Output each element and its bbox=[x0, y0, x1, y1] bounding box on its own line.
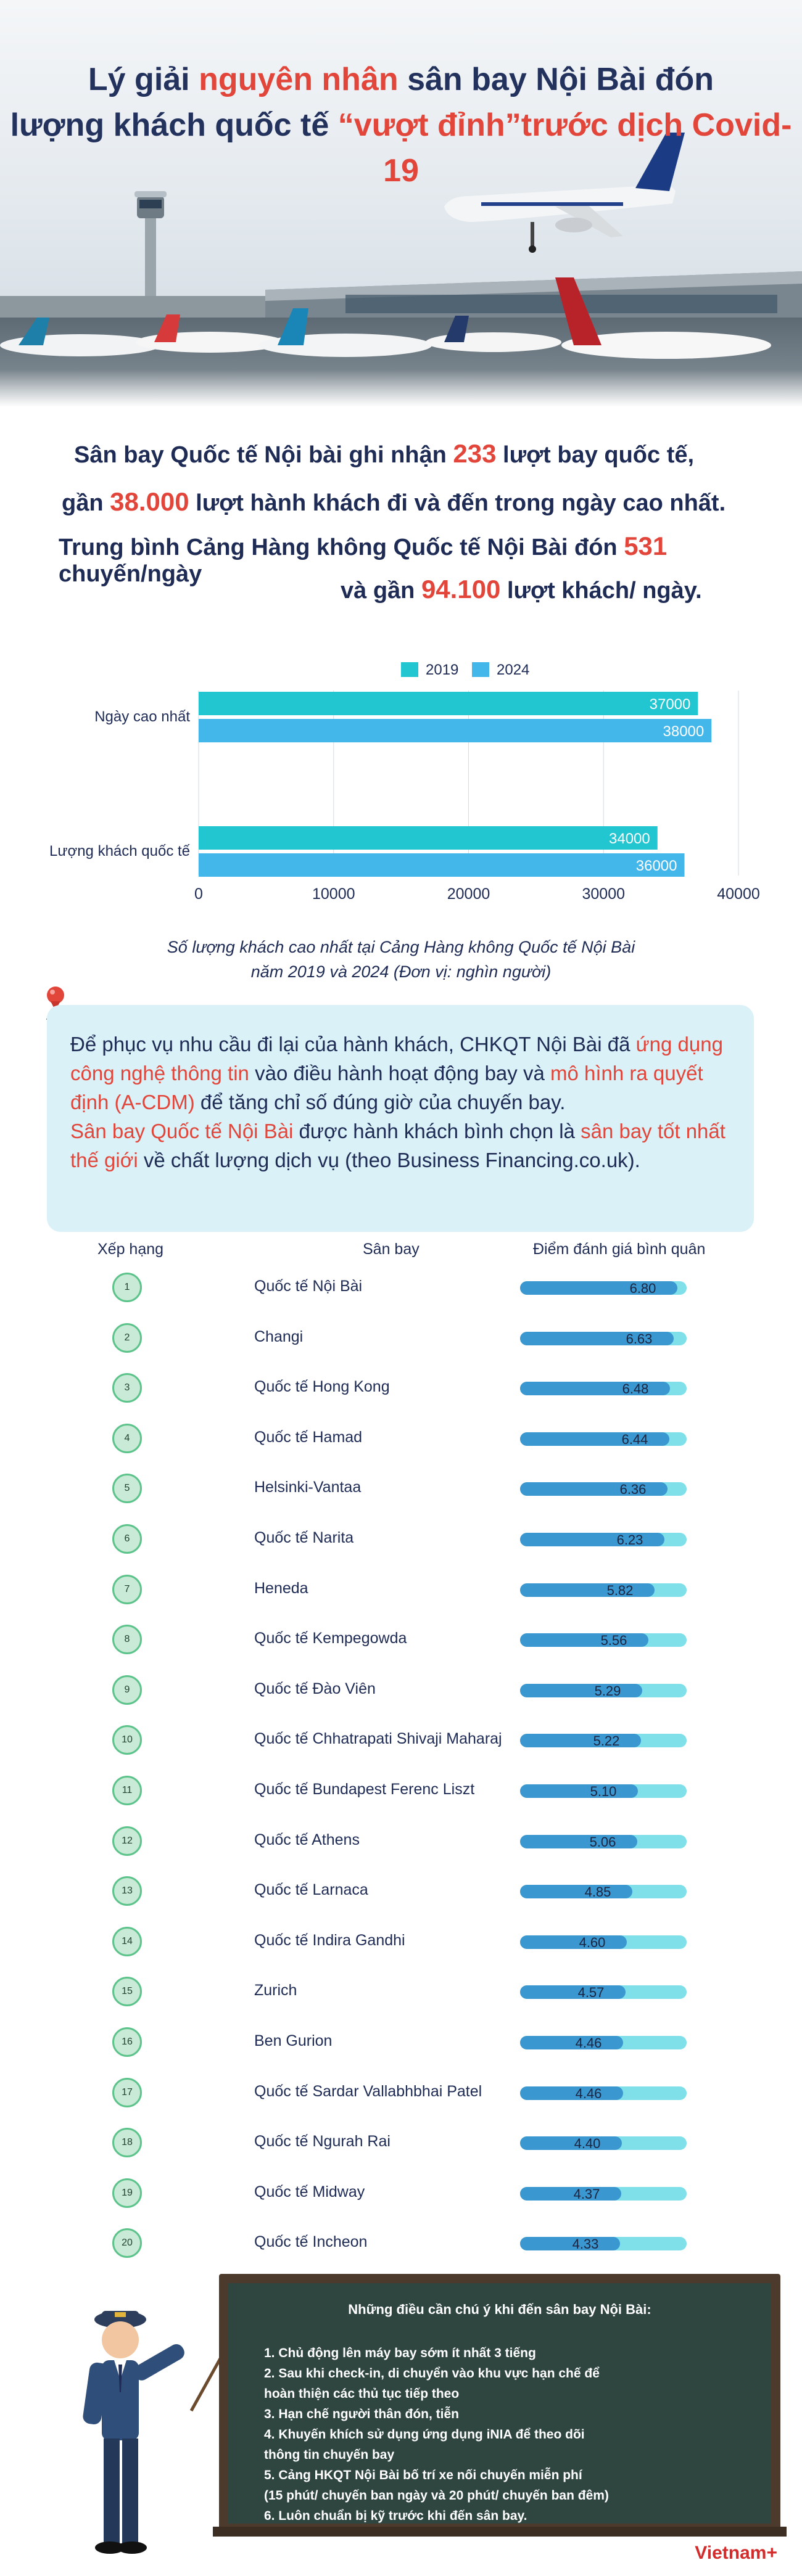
note-item: hoàn thiện các thủ tục tiếp theo bbox=[264, 2387, 460, 2401]
table-row bbox=[0, 1772, 802, 1809]
category-label: Ngày cao nhất bbox=[94, 708, 190, 725]
score-value: 6.48 bbox=[622, 1381, 649, 1397]
airport-name: Quốc tế Bundapest Ferenc Liszt bbox=[254, 1781, 475, 1798]
notes-title: Những điều cần chú ý khi đến sân bay Nội Bài: bbox=[348, 2302, 651, 2317]
rank-badge: 10 bbox=[112, 1725, 142, 1755]
col-header-rank: Xếp hạng bbox=[97, 1241, 164, 1258]
data-label: 36000 bbox=[635, 858, 677, 874]
score-value: 4.33 bbox=[572, 2236, 599, 2252]
airport-name: Quốc tế Incheon bbox=[254, 2233, 368, 2251]
rank-badge: 18 bbox=[112, 2128, 142, 2157]
airport-name: Quốc tế Larnaca bbox=[254, 1881, 368, 1899]
table-row bbox=[0, 1721, 802, 1758]
rank-badge: 8 bbox=[112, 1625, 142, 1654]
table-row bbox=[0, 1571, 802, 1608]
rank-badge: 17 bbox=[112, 2078, 142, 2107]
airport-name: Quốc tế Ngurah Rai bbox=[254, 2133, 391, 2151]
rank-badge: 2 bbox=[112, 1323, 142, 1353]
category-label: Lượng khách quốc tế bbox=[49, 843, 190, 859]
table-row bbox=[0, 1973, 802, 2010]
table-row bbox=[0, 1873, 802, 1909]
airport-name: Quốc tế Nội Bài bbox=[254, 1278, 363, 1295]
table-row bbox=[0, 1823, 802, 1860]
score-value: 5.22 bbox=[593, 1733, 620, 1749]
table-row bbox=[0, 2175, 802, 2212]
legend-swatch bbox=[401, 662, 418, 677]
data-label: 38000 bbox=[663, 723, 705, 740]
airport-name: Heneda bbox=[254, 1579, 308, 1597]
bar bbox=[199, 826, 658, 850]
table-row bbox=[0, 2225, 802, 2262]
x-tick-label: 40000 bbox=[717, 885, 760, 903]
score-value: 6.44 bbox=[621, 1431, 648, 1447]
score-value: 4.46 bbox=[575, 2085, 602, 2101]
score-track bbox=[520, 1482, 687, 1496]
note-item: 4. Khuyến khích sử dụng ứng dụng iNIA để theo dõi bbox=[264, 2427, 585, 2442]
legend-swatch bbox=[472, 662, 489, 677]
rank-badge: 1 bbox=[112, 1273, 142, 1302]
notes-board-ledge bbox=[213, 2527, 787, 2537]
score-value: 5.56 bbox=[600, 1633, 627, 1649]
legend-label: 2024 bbox=[497, 662, 530, 678]
bar-chart bbox=[0, 641, 802, 913]
score-value: 5.82 bbox=[606, 1582, 634, 1598]
airport-name: Quốc tế Hong Kong bbox=[254, 1378, 390, 1396]
airport-name: Changi bbox=[254, 1327, 304, 1345]
bar bbox=[199, 853, 685, 877]
control-tower bbox=[134, 191, 167, 308]
score-value: 6.23 bbox=[616, 1532, 643, 1548]
x-tick-label: 20000 bbox=[447, 885, 490, 903]
rank-badge: 5 bbox=[112, 1474, 142, 1503]
rank-badge: 16 bbox=[112, 2027, 142, 2057]
airport-name: Quốc tế Athens bbox=[254, 1831, 360, 1848]
col-header-airport: Sân bay bbox=[363, 1241, 420, 1258]
score-value: 6.80 bbox=[629, 1281, 656, 1296]
score-track bbox=[520, 1382, 687, 1395]
col-header-score: Điểm đánh giá bình quân bbox=[533, 1241, 706, 1258]
airport-name: Quốc tế Chhatrapati Shivaji Maharaj bbox=[254, 1730, 502, 1748]
note-item: 2. Sau khi check-in, di chuyển vào khu vực hạn chế để bbox=[264, 2366, 600, 2381]
score-value: 5.06 bbox=[589, 1834, 616, 1850]
x-tick-label: 0 bbox=[194, 885, 203, 903]
table-row bbox=[0, 1923, 802, 1960]
table-row bbox=[0, 1369, 802, 1406]
table-row bbox=[0, 1672, 802, 1708]
intro-line-1: Sân bay Quốc tế Nội bài ghi nhận 233 lượt bay quốc tế, bbox=[74, 439, 695, 468]
airport-name: Quốc tế Indira Gandhi bbox=[254, 1931, 405, 1949]
table-row bbox=[0, 1319, 802, 1356]
table-row bbox=[0, 2124, 802, 2161]
score-track bbox=[520, 1432, 687, 1446]
chart-caption: Số lượng khách cao nhất tại Cảng Hàng không Quốc tế Nội Bài năm 2019 và 2024 (Đơn vị: nghìn người) bbox=[167, 938, 635, 981]
airport-name: Zurich bbox=[254, 1982, 297, 2000]
rank-badge: 15 bbox=[112, 1977, 142, 2006]
score-value: 4.37 bbox=[573, 2186, 600, 2202]
rank-badge: 20 bbox=[112, 2228, 142, 2258]
airport-name: Quốc tế Narita bbox=[254, 1529, 354, 1546]
x-tick-label: 30000 bbox=[582, 885, 626, 903]
page-title: Lý giải nguyên nhân sân bay Nội Bài đón lượng khách quốc tế “vượt đỉnh”trước dịch Covid-19 bbox=[10, 62, 792, 189]
rank-badge: 4 bbox=[112, 1424, 142, 1453]
airport-name: Helsinki-Vantaa bbox=[254, 1479, 362, 1496]
score-track bbox=[520, 1533, 687, 1546]
table-row bbox=[0, 1420, 802, 1457]
score-value: 5.29 bbox=[594, 1683, 621, 1699]
airport-name: Ben Gurion bbox=[254, 2032, 333, 2049]
table-row bbox=[0, 2074, 802, 2111]
airport-name: Quốc tế Midway bbox=[254, 2183, 365, 2201]
note-item: thông tin chuyến bay bbox=[264, 2448, 395, 2462]
score-value: 4.57 bbox=[577, 1985, 605, 2001]
rank-badge: 9 bbox=[112, 1675, 142, 1705]
x-tick-label: 10000 bbox=[312, 885, 355, 903]
data-label: 37000 bbox=[649, 696, 691, 713]
note-item: 6. Luôn chuẩn bị kỹ trước khi đến sân bay. bbox=[264, 2509, 527, 2523]
rank-badge: 12 bbox=[112, 1826, 142, 1856]
rank-badge: 3 bbox=[112, 1373, 142, 1403]
legend-label: 2019 bbox=[426, 662, 459, 678]
table-row bbox=[0, 1621, 802, 1658]
score-value: 4.60 bbox=[579, 1934, 606, 1950]
score-value: 4.40 bbox=[574, 2136, 601, 2152]
table-row bbox=[0, 1520, 802, 1557]
table-row bbox=[0, 2024, 802, 2061]
note-item: 5. Cảng HKQT Nội Bài bố trí xe nối chuyến miễn phí bbox=[264, 2468, 582, 2482]
intro-line-2: gần 38.000 lượt hành khách đi và đến trong ngày cao nhất. bbox=[62, 487, 726, 516]
bar bbox=[199, 692, 698, 715]
rank-badge: 19 bbox=[112, 2178, 142, 2208]
table-row bbox=[0, 1470, 802, 1507]
data-label: 34000 bbox=[609, 831, 650, 847]
notes-list bbox=[264, 2343, 745, 2526]
brand-logo: Vietnam+ bbox=[695, 2543, 777, 2563]
score-value: 6.63 bbox=[626, 1331, 653, 1347]
note-item: 1. Chủ động lên máy bay sớm ít nhất 3 tiếng bbox=[264, 2346, 536, 2360]
note-item: 3. Hạn chế người thân đón, tiễn bbox=[264, 2407, 459, 2421]
header-banner bbox=[0, 0, 802, 407]
rank-badge: 7 bbox=[112, 1575, 142, 1604]
intro-line-4: và gần 94.100 lượt khách/ ngày. bbox=[341, 575, 702, 604]
terminal-building bbox=[0, 271, 802, 321]
table-row bbox=[0, 1269, 802, 1306]
rank-badge: 14 bbox=[112, 1927, 142, 1956]
rank-badge: 13 bbox=[112, 1876, 142, 1906]
intro-line-3: Trung bình Cảng Hàng không Quốc tế Nội Bài đón 531 chuyến/ngày bbox=[59, 531, 668, 587]
score-value: 4.46 bbox=[575, 2035, 602, 2051]
airport-name: Quốc tế Đào Viên bbox=[254, 1680, 376, 1697]
score-value: 4.85 bbox=[584, 1884, 611, 1900]
rank-badge: 6 bbox=[112, 1524, 142, 1554]
score-value: 5.10 bbox=[590, 1784, 617, 1799]
note-item: (15 phút/ chuyến ban ngày và 20 phút/ chuyến ban đêm) bbox=[264, 2488, 609, 2503]
score-value: 6.36 bbox=[619, 1482, 647, 1498]
info-box: Để phục vụ nhu cầu đi lại của hành khách, CHKQT Nội Bài đã ứng dụng công nghệ thông tin vào điều hành hoạt động bay và mô hình ra quyết định (A-CDM) để tăng chỉ số đúng giờ của chuyến bay. Sân bay Quốc tế Nội Bài được hành khách bình chọn là sân bay tốt nhất thế giới về chất lượng dịch vụ (theo Business Financing.co.uk). bbox=[47, 1005, 754, 1232]
airport-name: Quốc tế Hamad bbox=[254, 1428, 363, 1446]
airport-name: Quốc tế Sardar Vallabhbhai Patel bbox=[254, 2082, 482, 2100]
rank-badge: 11 bbox=[112, 1776, 142, 1805]
bar bbox=[199, 719, 711, 742]
airport-name: Quốc tế Kempegowda bbox=[254, 1630, 407, 1647]
